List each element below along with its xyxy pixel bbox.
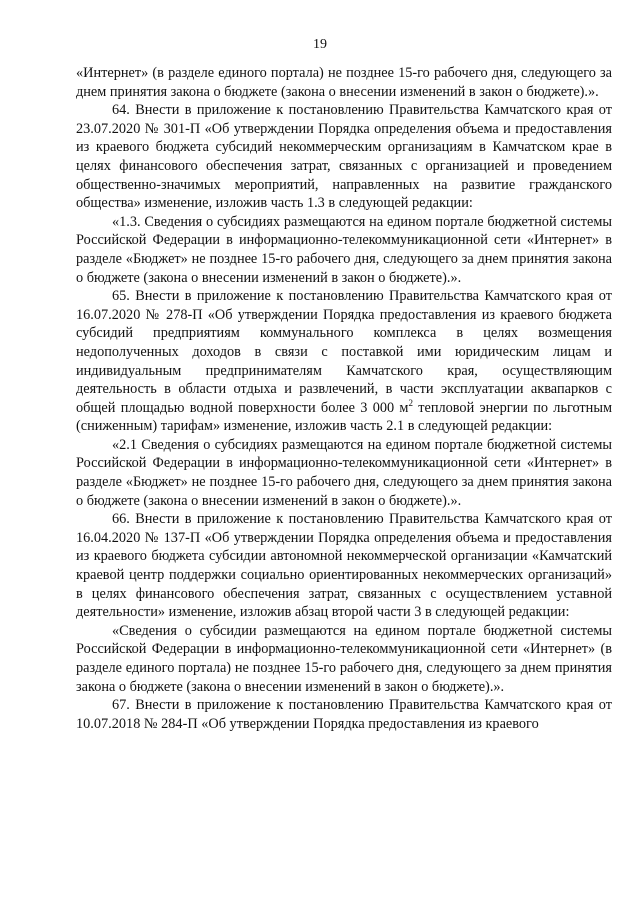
- item-65-text-end: тепловой энергии по льготным (сниженным) тарифам» изменение, изложив часть 2.1 в следующей редакции:: [76, 399, 612, 435]
- paragraph-quote-2-1: «2.1 Сведения о субсидиях размещаются на едином портале бюджетной системы Российской Федерации в информационно-телекоммуникационной сети «Интернет» в разделе «Бюджет» не позднее 15-го рабочего дня, следующего за днем принятия закона о бюджете (закона о внесении изменений в закон о бюджете).».: [76, 436, 612, 509]
- document-body: [76, 64, 612, 733]
- paragraph-quote-subsidy: «Сведения о субсидии размещаются на едином портале бюджетной системы Российской Федерации в информационно-телекоммуникационной сети «Интернет» (в разделе единого портала) не позднее 15-го рабочего дня, следующего за днем принятия закона о бюджете (закона о внесении изменений в закон о бюджете).».: [76, 622, 612, 695]
- paragraph-item-66: 66. Внести в приложение к постановлению Правительства Камчатского края от 16.04.2020 № 137-П «Об утверждении Порядка определения объема и предоставления из краевого бюджета субсидии автономной некоммерческой организации «Камчатский краевой центр поддержки социально ориентированных некоммерческих организаций» в целях финансового обеспечения затрат, связанных с осуществлением уставной деятельности» изменение, изложив абзац второй части 3 в следующей редакции:: [76, 511, 612, 621]
- paragraph-quote-1-3: «1.3. Сведения о субсидиях размещаются на едином портале бюджетной системы Российской Федерации в информационно-телекоммуникационной сети «Интернет» в разделе «Бюджет» не позднее 15-го рабочего дня, следующего за днем принятия закона о бюджете (закона о внесении изменений в закон о бюджете).».: [76, 213, 612, 286]
- paragraph-continuation: «Интернет» (в разделе единого портала) не позднее 15-го рабочего дня, следующего за днем принятия закона о бюджете (закона о внесении изменений в закон о бюджете).».: [76, 65, 612, 100]
- paragraph-item-65: [76, 287, 612, 436]
- item-65-text: 65. Внести в приложение к постановлению Правительства Камчатского края от 16.07.2020 № 278-П «Об утверждении Порядка предоставления из краевого бюджета субсидий предприятиям коммунального комплекса в целях возмещения недополученных доходов в связи с поставкой ими юридическим лицам и индивидуальным предпринимателям Камчатского края, осуществляющим деятельность в области отдыха и развлечений, в части эксплуатации аквапарков с общей площадью водной поверхности более 3 000 м: [76, 288, 612, 416]
- paragraph-item-67: 67. Внести в приложение к постановлению Правительства Камчатского края от 10.07.2018 № 284-П «Об утверждении Порядка предоставления из краевого: [76, 697, 612, 732]
- paragraph-item-64: 64. Внести в приложение к постановлению Правительства Камчатского края от 23.07.2020 № 301-П «Об утверждении Порядка определения объема и предоставления из краевого бюджета субсидий некоммерческим организациям в Камчатском крае в целях финансового обеспечения затрат, связанных с организацией и проведением общественно-значимых мероприятий, направленных на развитие гражданского общества» изменение, изложив часть 1.3 в следующей редакции:: [76, 102, 612, 212]
- page-number: 19: [313, 37, 327, 52]
- superscript-2: 2: [408, 397, 413, 408]
